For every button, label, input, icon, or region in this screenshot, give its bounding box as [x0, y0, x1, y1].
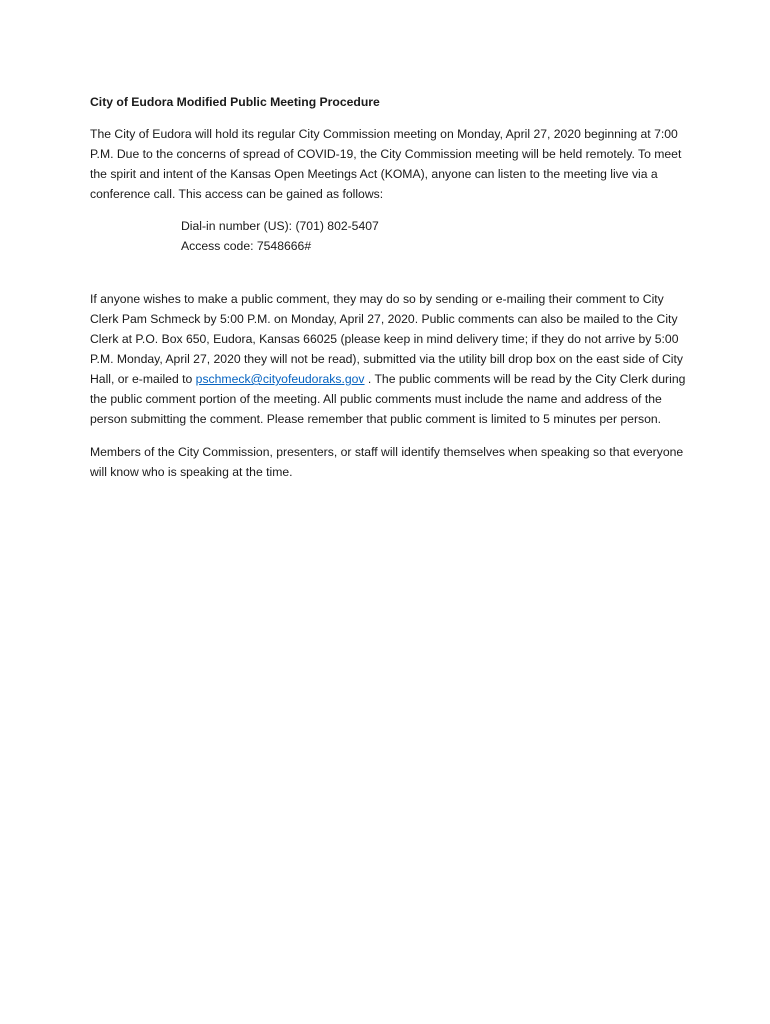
access-code: Access code: 7548666# — [181, 239, 312, 253]
dial-in-number: Dial-in number (US): (701) 802-5407 — [181, 219, 379, 233]
public-comment-paragraph — [90, 289, 690, 429]
email-link[interactable]: pschmeck@cityofeudoraks.gov — [195, 372, 365, 386]
meeting-info-paragraph: The City of Eudora will hold its regular City Commission meeting on Monday, April 27, 2020 beginning at 7:00 P.M. Due to the concerns of spread of COVID-19, the City Commission meeting will be held remotely. To meet the spirit and intent of the Kansas Open Meetings Act (KOMA), anyone can listen to the meeting live via a conference call. This access can be gained as follows: — [90, 127, 682, 201]
public-comment-text: If anyone wishes to make a public comment, they may do so by sending or e-mailing their comment to City Clerk Pam Schmeck by 5:00 P.M. on Monday, April 27, 2020. Public comments can also be mailed to the City Clerk at P.O. Box 650, Eudora, Kansas 66025 (please keep in mind delivery time; if they do not arrive by 5:00 P.M. Monday, April 27, 2020 they will not be read), submitted via the utility bill drop box on the east side of City Hall, or e-mailed to — [90, 292, 683, 386]
document-title: City of Eudora Modified Public Meeting Procedure — [90, 95, 380, 109]
conference-call-details — [90, 216, 690, 256]
document-page — [90, 92, 690, 482]
public-comment-text-continued: . The public comments will be read by the City Clerk during the public comment portion of the meeting. All public comments must include the name and address of the person submitting the comment. Please remember that public comment is limited to 5 minutes per person. — [90, 372, 686, 426]
identification-paragraph: Members of the City Commission, presenters, or staff will identify themselves when speaking so that everyone will know who is speaking at the time. — [90, 445, 684, 479]
